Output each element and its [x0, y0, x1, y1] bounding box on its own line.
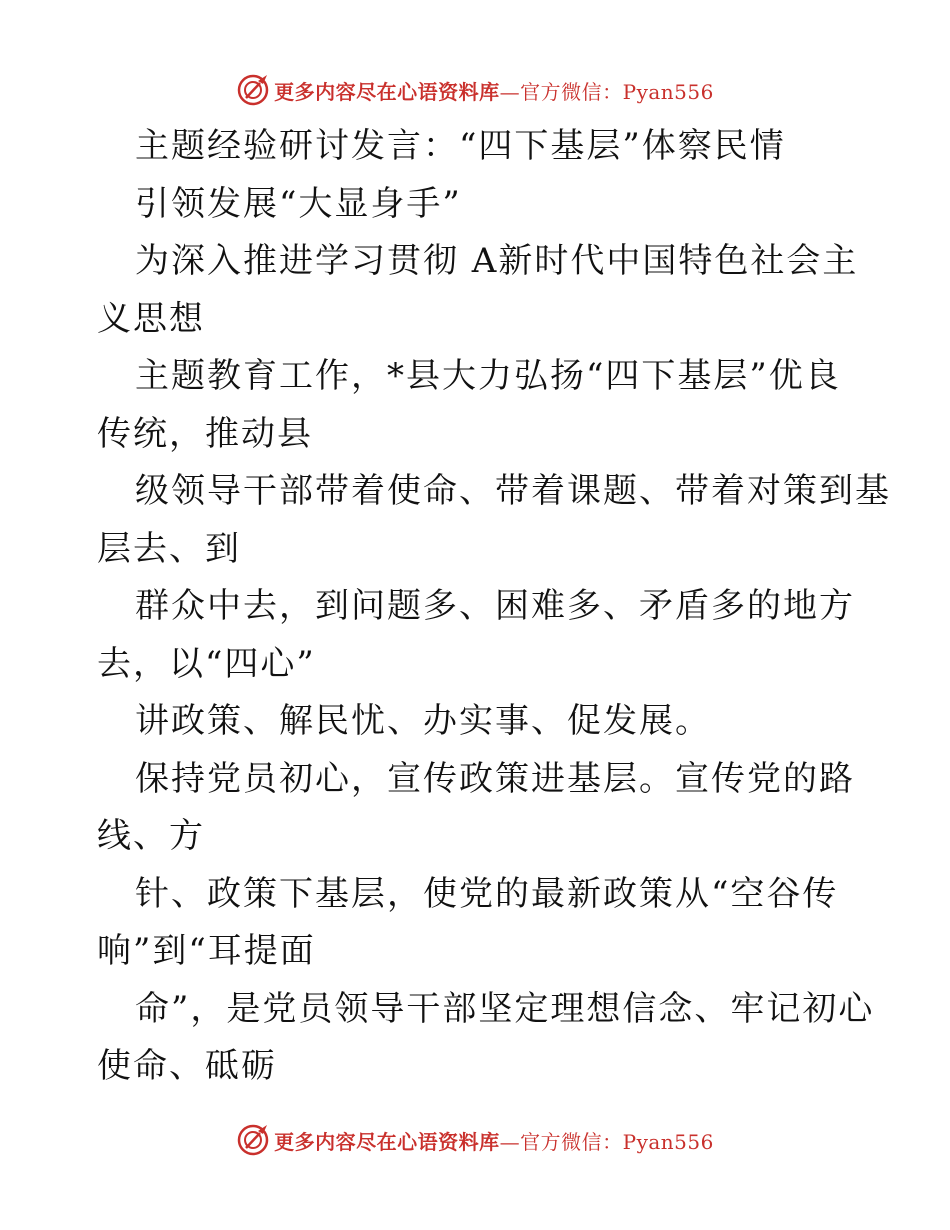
header-site-name: 更多内容尽在心语资料库 — [274, 79, 500, 104]
header-banner-text — [274, 76, 714, 105]
header-dash: — — [499, 79, 521, 104]
pen-circle-logo-icon — [236, 1123, 270, 1157]
text-line: 去，以“四心” — [97, 643, 316, 684]
header-banner[interactable] — [0, 70, 950, 110]
text-line: 主题经验研讨发言：“四下基层”体察民情 — [135, 126, 786, 166]
text-line: 主题教育工作，*县大力弘扬“四下基层”优良 — [135, 356, 841, 396]
text-line: 保持党员初心，宣传政策进基层。宣传党的路 — [135, 758, 855, 799]
text-line: 线、方 — [97, 816, 205, 856]
text-line: 引领发展“大显身手” — [135, 183, 462, 224]
text-line: 命”，是党员领导干部坚定理想信念、牢记初心 — [135, 988, 875, 1029]
footer-banner[interactable] — [0, 1120, 950, 1160]
footer-banner-text — [274, 1126, 714, 1155]
header-wechat-label: 官方微信：Pyan556 — [520, 79, 714, 104]
text-line: 群众中去，到问题多、困难多、矛盾多的地方 — [135, 586, 855, 626]
text-line: 级领导干部带着使命、带着课题、带着对策到基 — [135, 471, 891, 511]
footer-dash: — — [499, 1129, 521, 1154]
text-line: 为深入推进学习贯彻 A新时代中国特色社会主 — [135, 241, 859, 281]
footer-wechat-label: 官方微信：Pyan556 — [520, 1129, 714, 1154]
text-line: 讲政策、解民忧、办实事、促发展。 — [135, 701, 711, 741]
footer-site-name: 更多内容尽在心语资料库 — [274, 1129, 500, 1154]
text-line: 传统，推动县 — [97, 413, 313, 454]
pen-circle-logo-icon — [236, 73, 270, 107]
text-line: 响”到“耳提面 — [97, 931, 316, 971]
text-line: 针、政策下基层，使党的最新政策从“空谷传 — [135, 873, 839, 914]
document-body — [97, 118, 891, 1096]
text-line: 使命、砥砺 — [97, 1046, 277, 1086]
text-line: 层去、到 — [97, 528, 241, 569]
text-line: 义思想 — [97, 298, 205, 339]
